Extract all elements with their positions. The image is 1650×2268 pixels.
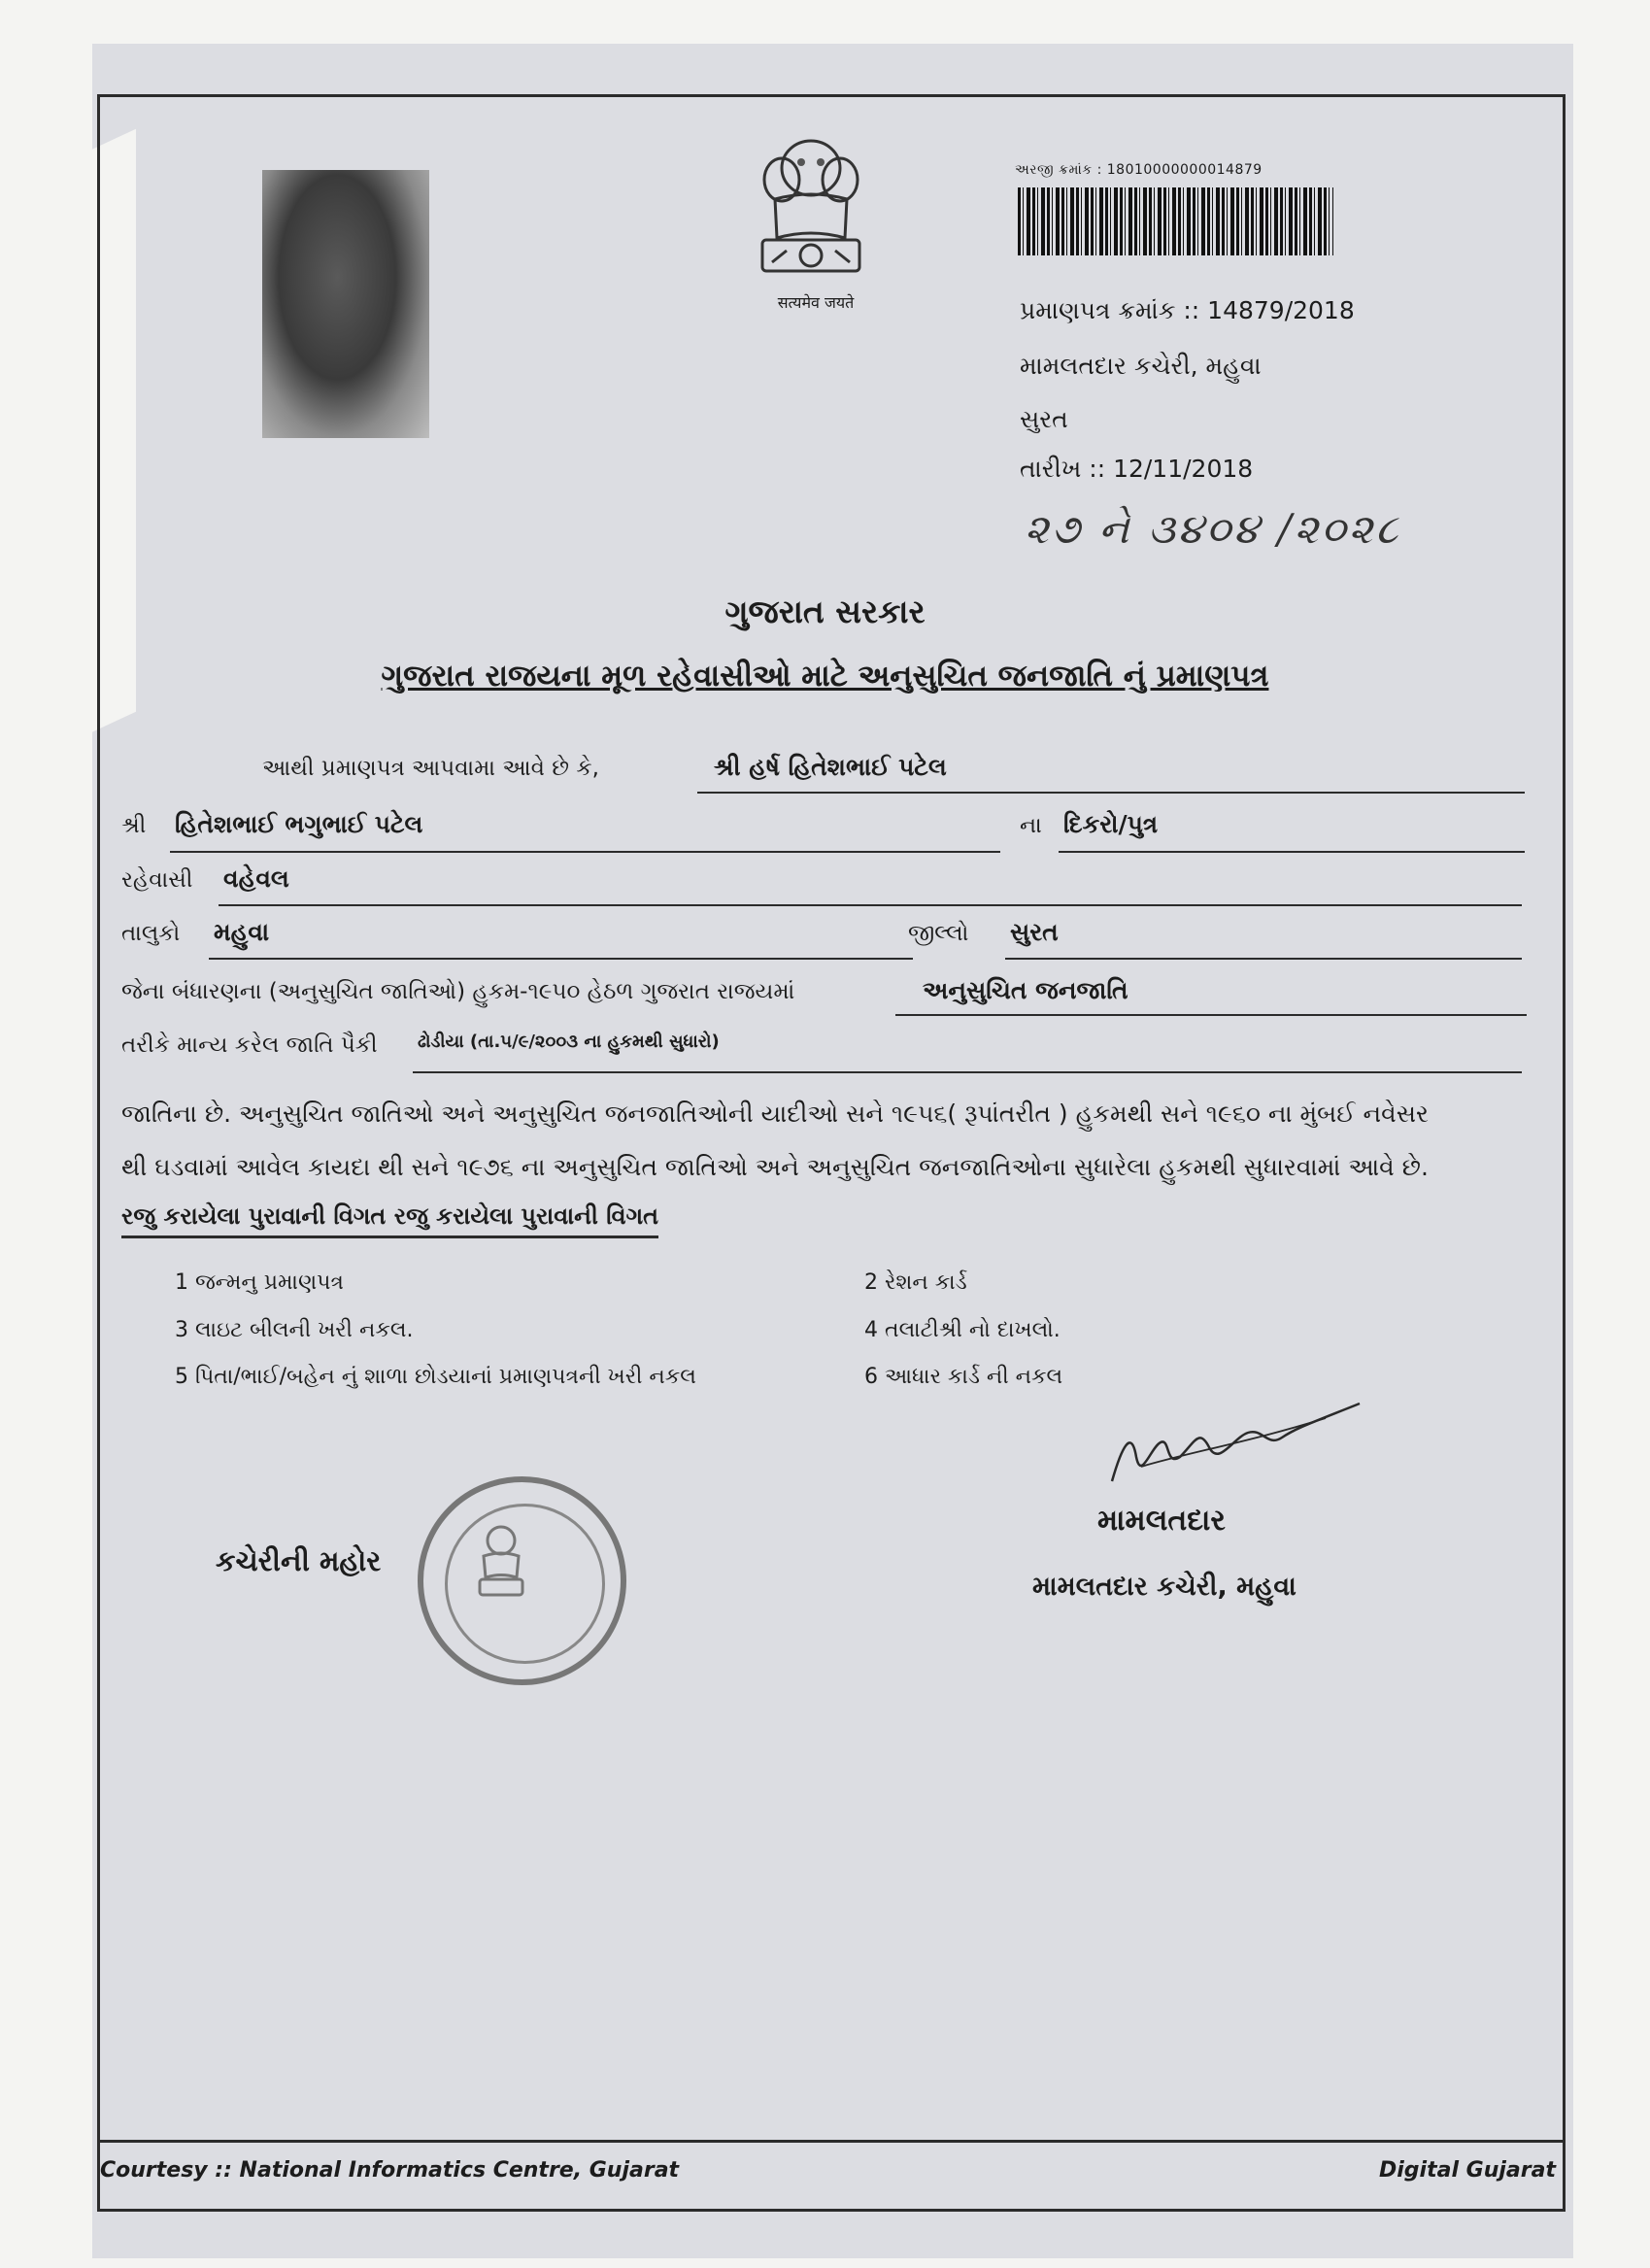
- issue-date: તારીખ :: 12/11/2018: [1020, 455, 1254, 483]
- evidence-item: 3 લાઇટ બીલની ખરી નકલ.: [175, 1318, 414, 1342]
- footer-courtesy: Courtesy :: National Informatics Centre, Gujarat: [100, 2158, 680, 2183]
- emblem-motto: सत्यमेव जयते: [777, 293, 855, 312]
- application-number: અરજી ક્રમાંક : 18010000000014879: [1015, 162, 1263, 178]
- evidence-item: 1 જન્મનુ પ્રમાણપત્ર: [175, 1270, 344, 1295]
- ashoka-emblem-icon: [748, 131, 874, 287]
- taluka-value: મહુવા: [214, 918, 270, 946]
- order-text: જેના બંધારણના (અનુસુચિત જાતિઓ) હુકમ-૧૯૫૦ હેઠળ ગુજરાત રાજયમાં: [121, 979, 795, 1004]
- paragraph-line-2: થી ઘડવામાં આવેલ કાયદા થી સને ૧૯૭૬ ના અનુસુચિત જાતિઓ અને અનુસુચિત જનજાતિઓના સુધારેલા હુકમથી સુધારવામાં આવે છે.: [121, 1153, 1429, 1181]
- barcode: [1018, 187, 1333, 255]
- caste-label: તરીકે માન્ય કરેલ જાતિ પૈકી: [121, 1032, 378, 1058]
- residence-line: [219, 904, 1522, 906]
- applicant-photo: [262, 170, 429, 438]
- officer-designation: મામલતદાર: [1097, 1504, 1226, 1538]
- residence-value: વહેવલ: [223, 864, 289, 893]
- relation-label: ના: [1020, 813, 1042, 838]
- district-value: સુરત: [1010, 918, 1059, 946]
- evidence-item: 5 પિતા/ભાઈ/બહેન નું શાળા છોડયાનાં પ્રમાણપત્રની ખરી નકલ: [175, 1365, 696, 1389]
- district-line: [1005, 958, 1522, 960]
- office-seal: [418, 1476, 626, 1685]
- certificate-number: પ્રમાણપત્ર ક્રમાંક :: 14879/2018: [1020, 296, 1355, 324]
- candidate-name-line: [697, 792, 1525, 794]
- officer-signature: [1102, 1389, 1364, 1496]
- government-title: ગુજરાત સરકાર: [724, 592, 926, 630]
- footer-divider: [97, 2140, 1566, 2143]
- father-prefix: શ્રી: [121, 813, 147, 838]
- relation-value: દિકરો/પુત્ર: [1063, 810, 1159, 838]
- relation-line: [1059, 851, 1525, 853]
- seal-emblem-icon: [472, 1519, 530, 1602]
- intro-label: આથી પ્રમાણપત્ર આપવામા આવે છે કે,: [262, 756, 599, 781]
- certificate-title: ગુજરાત રાજયના મૂળ રહેવાસીઓ માટે અનુસુચિત જનજાતિ નું પ્રમાણપત્ર: [381, 659, 1269, 694]
- category-value: અનુસુચિત જનજાતિ: [923, 976, 1128, 1004]
- father-name-line: [170, 851, 1000, 853]
- residence-label: રહેવાસી: [121, 867, 193, 893]
- handwritten-number: ૨૭ ને ૩૪૦૪ /૨૦૨૮: [1025, 505, 1401, 553]
- caste-line: [413, 1071, 1522, 1073]
- issuing-office: મામલતદાર કચેરી, મહુવા: [1020, 352, 1262, 380]
- taluka-label: તાલુકો: [121, 921, 181, 946]
- evidence-item: 6 આધાર કાર્ડ ની નકલ: [864, 1365, 1063, 1389]
- evidence-item: 4 તલાટીશ્રી નો દાખલો.: [864, 1318, 1061, 1342]
- district-label: જીલ્લો: [908, 921, 969, 946]
- seal-label: કચેરીની મહોર: [216, 1544, 382, 1577]
- taluka-line: [209, 958, 913, 960]
- footer-brand: Digital Gujarat: [1379, 2158, 1556, 2183]
- caste-value: ઢોડીયા (તા.૫/૯/૨૦૦૩ ના હુકમથી સુધારો): [418, 1032, 720, 1052]
- candidate-name: શ્રી હર્ષ હિતેશભાઈ પટેલ: [714, 753, 947, 781]
- paragraph-line-1: જાતિના છે. અનુસુચિત જાતિઓ અને અનુસુચિત જનજાતિઓની યાદીઓ સને ૧૯૫૬( રૂપાંતરીત ) હુકમથી સને ૧૯૬૦ ના મુંબઈ નવેસર: [121, 1100, 1429, 1128]
- category-line: [895, 1014, 1527, 1016]
- officer-office: મામલતદાર કચેરી, મહુવા: [1032, 1572, 1296, 1602]
- father-name: હિતેશભાઈ ભગુભાઈ પટેલ: [175, 810, 423, 838]
- issuing-district: સુરત: [1020, 405, 1068, 433]
- evidence-heading: રજુ કરાયેલા પુરાવાની વિગત રજુ કરાયેલા પુરાવાની વિગત: [121, 1202, 658, 1238]
- evidence-item: 2 રેશન કાર્ડ: [864, 1270, 967, 1295]
